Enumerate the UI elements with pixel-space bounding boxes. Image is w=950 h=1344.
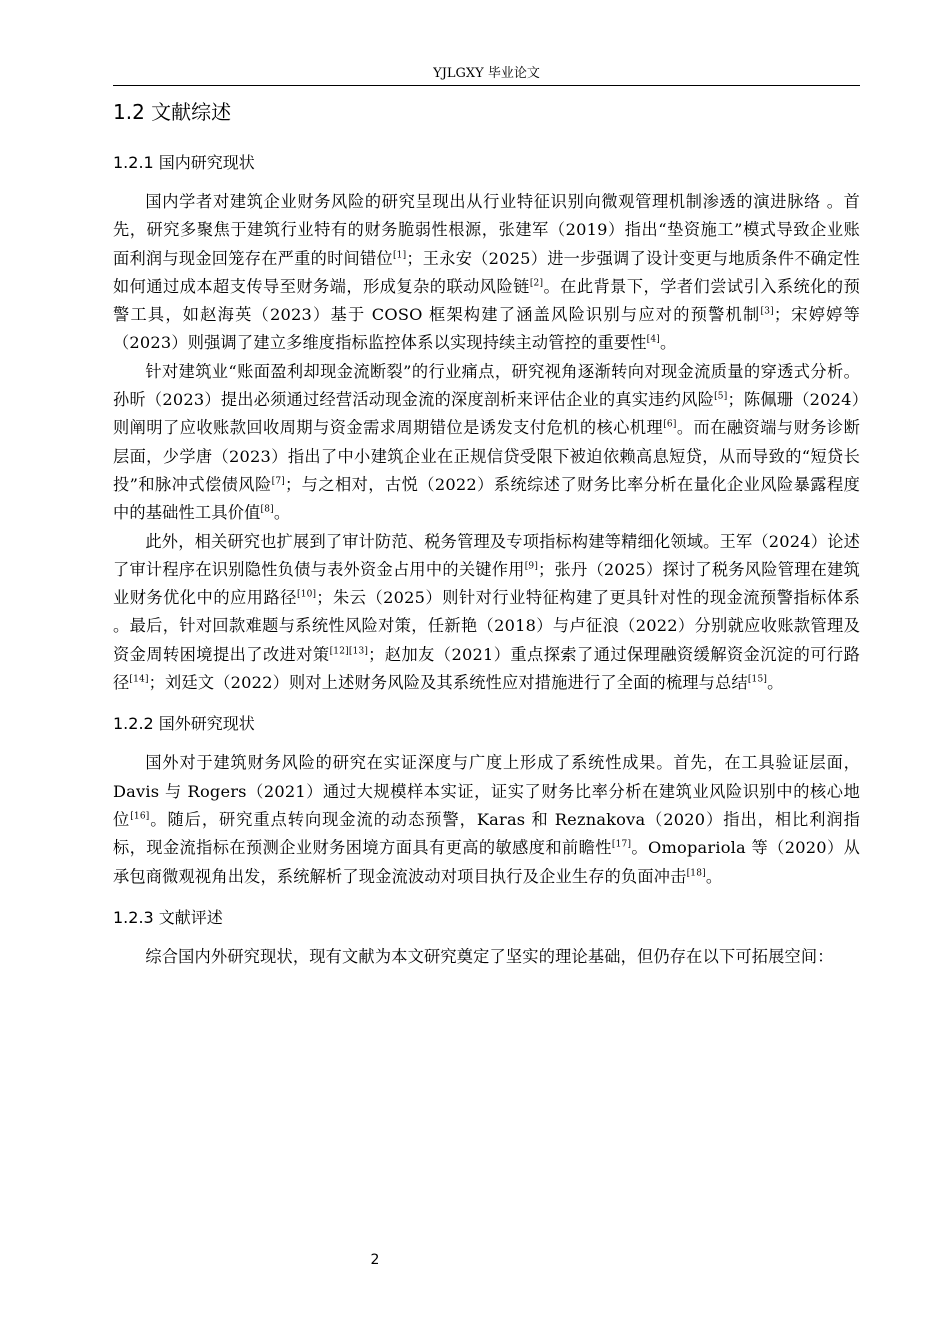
citation-marker: [7]	[271, 476, 286, 487]
paragraph-review-1	[113, 943, 860, 971]
citation-marker: [2]	[529, 278, 544, 289]
text-run: 综合国内外研究现状，现有文献为本文研究奠定了坚实的理论基础，但仍存在以下可拓展空间：	[145, 946, 834, 966]
citation-marker: [10]	[296, 589, 317, 600]
subsection-heading-foreign: 1.2.2 国外研究现状	[113, 714, 255, 734]
text-run: 国外对于建筑财务风险的研究在实证深度与广度上形成了系统性成果。首先，在工具验证层面，Davis 与 Rogers（2021）通过大规模样本实证，证实了财务比率分析在建筑业风险识别中的核心地位	[113, 753, 860, 829]
text-run: 。	[767, 673, 784, 693]
text-run: ；王永安（2025）进一步强调了设计变更与地质条件不确定性如何通过成本超支传导至财务端，形成复杂的联动风险链	[113, 248, 860, 296]
citation-marker: [5]	[714, 391, 728, 402]
page-content	[113, 96, 860, 971]
subsection-heading-review: 1.2.3 文献评述	[113, 907, 223, 927]
text-run: ；赵加友（2021）重点探索了通过保理融资缓解资金沉淀的可行路径	[113, 644, 860, 693]
citation-marker: [1]	[392, 250, 407, 261]
text-run: ；陈佩珊（2024）则阐明了应收账款回收周期与资金需求周期错位是诱发支付危机的核心机理	[113, 390, 860, 438]
running-header	[113, 62, 860, 86]
section-heading: 1.2 文献综述	[113, 100, 232, 124]
text-run: 。	[705, 866, 723, 886]
citation-marker: [3]	[760, 306, 774, 317]
text-run: 针对建筑业“账面盈利却现金流断裂”的行业痛点，研究视角逐渐转向对现金流质量的穿透式分析。孙昕（2023）提出必须通过经营活动现金流的深度剖析来评估企业的真实违约风险	[113, 361, 860, 410]
paragraph-foreign-1	[113, 749, 860, 890]
citation-marker: [17]	[611, 839, 632, 850]
citation-marker: [18]	[686, 868, 706, 879]
text-run: ；宋婷婷等（2023）则强调了建立多维度指标监控体系以实现持续主动管控的重要性	[113, 305, 861, 353]
text-run: 。而在融资端与财务诊断层面，少学唐（2023）指出了中小建筑企业在正规信贷受限下被迫依赖高息短贷，从而导致的“短贷长投”和脉冲式偿债风险	[113, 418, 860, 494]
text-run: 此外，相关研究也扩展到了审计防范、税务管理及专项指标构建等精细化领域。王军（2024）论述了审计程序在识别隐性负债与表外资金占用中的关键作用	[113, 531, 860, 579]
citation-marker: [16]	[130, 811, 150, 822]
text-run: 。Omopariola 等（2020）从承包商微观视角出发，系统解析了现金流波动对项目执行及企业生存的负面冲击	[113, 838, 860, 886]
text-run: 。随后，研究重点转向现金流的动态预警，Karas 和 Reznakova（2020）指出，相比利润指标，现金流指标在预测企业财务困境方面具有更高的敏感度和前瞻性	[113, 809, 861, 858]
citation-marker: [12][13]	[329, 646, 369, 657]
citation-marker: [9]	[524, 561, 539, 572]
text-run: 。	[273, 503, 291, 523]
text-run: 。在此背景下，学者们尝试引入系统化的预警工具，如赵海英（2023）基于 COSO 框架构建了涵盖风险识别与应对的预警机制	[113, 276, 860, 325]
text-run: ；张丹（2025）探讨了税务风险管理在建筑业财务优化中的应用路径	[113, 559, 860, 608]
citation-marker: [6]	[663, 419, 677, 430]
text-run: 。	[659, 333, 677, 353]
paragraph-domestic-2	[113, 358, 860, 528]
citation-marker: [15]	[747, 674, 768, 685]
paragraph-domestic-3	[113, 528, 860, 698]
page-number: 2	[370, 1252, 380, 1268]
citation-marker: [14]	[129, 674, 149, 685]
citation-marker: [8]	[260, 504, 274, 515]
text-run: ；与之相对，古悦（2022）系统综述了财务比率分析在量化企业风险暴露程度中的基础性工具价值	[113, 474, 860, 523]
running-header-title: YJLGXY 毕业论文	[433, 66, 540, 81]
text-run: ；刘廷文（2022）则对上述财务风险及其系统性应对措施进行了全面的梳理与总结	[148, 673, 748, 693]
text-run: ；朱云（2025）则针对行业特征构建了更具针对性的现金流预警指标体系 。最后，针对回款难题与系统性风险对策，任新艳（2018）与卢征浪（2022）分别就应收账款管理及资金周转困境提出了改进对策	[113, 588, 861, 664]
paragraph-domestic-1	[113, 188, 860, 358]
text-run: 国内学者对建筑企业财务风险的研究呈现出从行业特征识别向微观管理机制渗透的演进脉络 。首先，研究多聚焦于建筑行业特有的财务脆弱性根源，张建军（2019）指出“垫资施工”模式导致企业账面利润与现金回笼存在严重的时间错位	[113, 192, 860, 268]
citation-marker: [4]	[646, 335, 660, 346]
subsection-heading-domestic: 1.2.1 国内研究现状	[113, 153, 255, 172]
